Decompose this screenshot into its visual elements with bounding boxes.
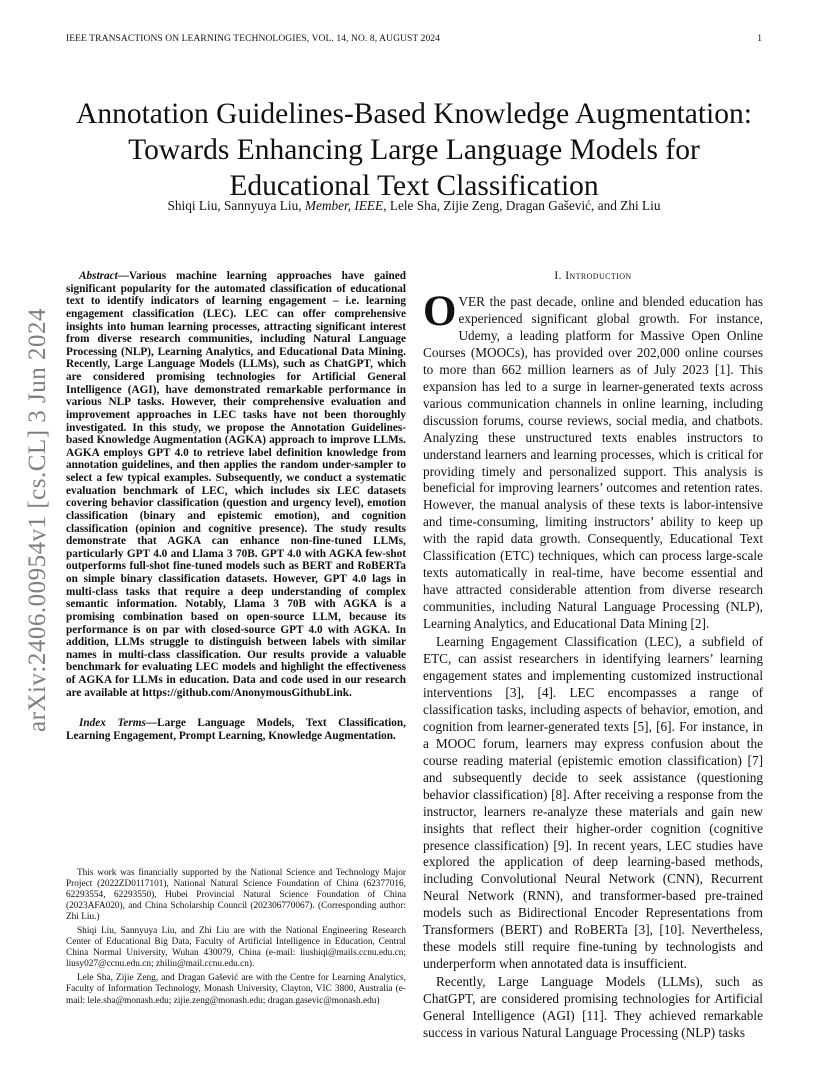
right-column [423, 270, 763, 1042]
index-terms-text: —Large Language Models, Text Classification, Learning Engagement, Prompt Learning, Knowledge Augmentation. [66, 717, 406, 742]
intro-paragraph-1 [423, 288, 763, 633]
arxiv-sidebar-stamp [18, 300, 58, 740]
authors-part-2: , Lele Sha, Zijie Zeng, Dragan Gašević, and Zhi Liu [383, 198, 661, 213]
footnote-affiliation-1: Shiqi Liu, Sannyuya Liu, and Zhi Liu are with the National Engineering Research Center of Educational Big Data, Faculty of Artificial Intelligence in Education, Central China Normal University, Wuhan 430079, China (e-mail: liushiqi@mails.ccnu.edu.cn; liusy027@ccnu.edu.cn; zhiliu@mail.ccnu.edu.cn). [66, 926, 406, 970]
section-heading [423, 270, 763, 282]
index-terms [66, 717, 406, 742]
section-number: I. [554, 270, 566, 282]
intro-paragraph-3: Recently, Large Language Models (LLMs), such as ChatGPT, are considered promising technologies for Artificial General Intelligence (AGI) [11]. They achieved remarkable success in various Natural Language Processing (NLP) tasks [423, 974, 763, 1040]
author-membership: Member, IEEE [304, 198, 384, 213]
footnote-affiliation-2: Lele Sha, Zijie Zeng, and Dragan Gašević are with the Centre for Learning Analytics, Faculty of Information Technology, Monash University, Clayton, VIC 3800, Australia (e-mail: lele.sha@monash.edu; zijie.zeng@monash.edu; dragan.gasevic@monash.edu) [66, 973, 406, 1006]
drop-cap: O [423, 288, 457, 335]
author-list [66, 198, 762, 214]
page-number: 1 [757, 34, 762, 44]
abstract-label: Abstract [79, 270, 118, 282]
footnote-funding: This work was financially supported by the National Science and Technology Major Project (2022ZD0117101), National Natural Science Foundation of China (62377016, 62293554, 62293550), Hubei Provincial Natural Science Foundation of China (2023AFA020), and China Scholarship Council (202306770067). (Corresponding author: Zhi Liu.) [66, 868, 406, 923]
arxiv-identifier: arXiv:2406.00954v1 [cs.CL] 3 Jun 2024 [24, 307, 51, 733]
left-column [66, 270, 406, 743]
abstract [66, 270, 406, 699]
index-terms-label: Index Terms [79, 717, 146, 730]
section-title: Introduction [565, 270, 632, 282]
authors-part-1: Shiqi Liu, Sannyuya Liu, [167, 198, 305, 213]
abstract-text: —Various machine learning approaches have gained significant popularity for the automated classification of educational text to identify indicators of learning engagement – i.e. learning engagement classification (LEC). LEC can offer comprehensive insights into human learning processes, attracting significant interest from diverse research communities, including Natural Language Processing (NLP), Learning Analytics, and Educational Data Mining. Recently, Large Language Models (LLMs), such as ChatGPT, which are considered promising technologies for Artificial General Intelligence (AGI), have demonstrated remarkable performance in various NLP tasks. However, their comprehensive evaluation and improvement approaches in LEC tasks have not been thoroughly investigated. In this study, we propose the Annotation Guidelines-based Knowledge Augmentation (AGKA) approach to improve LLMs. AGKA employs GPT 4.0 to retrieve label definition knowledge from annotation guidelines, and then applies the random under-sampler to select a few typical examples. Subsequently, we conduct a systematic evaluation benchmark of LEC, which includes six LEC datasets covering behavior classification (question and urgency level), emotion classification (binary and epistemic emotion), and cognition classification (opinion and cognitive presence). The study results demonstrate that AGKA can enhance non-fine-tuned LLMs, particularly GPT 4.0 and Llama 3 70B. GPT 4.0 with AGKA few-shot outperforms full-shot fine-tuned models such as BERT and RoBERTa on simple binary classification datasets. However, GPT 4.0 lags in multi-class tasks that require a deep understanding of complex semantic information. Notably, Llama 3 70B with AGKA is a promising combination based on open-source LLM, because its performance is on par with closed-source GPT 4.0 with AGKA. In addition, LLMs struggle to distinguish between labels with similar names in multi-class classification. Our results provide a valuable benchmark for evaluating LEC models and highlight the effectiveness of AGKA for LLMs in education. Data and code used in our research are available at https://github.com/AnonymousGithubLink. [66, 270, 406, 699]
intro-paragraph-1-text: VER the past decade, online and blended education has experienced significant global growth. For instance, Udemy, a leading platform for Massive Open Online Courses (MOOCs), has provided over 202,000 online courses to more than 662 million learners as of July 2023 [1]. This expansion has led to a surge in learner-generated texts across various communication channels in online learning, including discussion forums, course reviews, social media, and chatbots. Analyzing these unstructured texts enables instructors to understand learners and learning processes, which is critical for providing timely and personalized support. This analysis is beneficial for improving learners’ outcomes and retention rates. However, the manual analysis of these texts is labor-intensive and time-consuming, limiting instructors’ ability to keep up with the rapid data growth. Consequently, Educational Text Classification (ETC) techniques, which can process large-scale texts automatically in real-time, have become essential and have attracted considerable attention from diverse research communities, including Natural Language Processing (NLP), Learning Analytics, and Educational Data Mining [2]. [423, 294, 763, 632]
paper-title: Annotation Guidelines-Based Knowledge Augmentation: Towards Enhancing Large Language Models for Educational Text Classification [76, 97, 752, 202]
running-header: IEEE TRANSACTIONS ON LEARNING TECHNOLOGIES, VOL. 14, NO. 8, AUGUST 2024 [66, 34, 440, 44]
footnotes [66, 868, 406, 1010]
intro-paragraph-2: Learning Engagement Classification (LEC), a subfield of ETC, can assist researchers in identifying learners’ learning engagement states and implementing customized instructional interventions [3], [4]. LEC encompasses a range of classification tasks, including aspects of behavior, emotion, and cognition from learner-generated texts [5], [6]. For instance, in a MOOC forum, learners may express confusion about the course reading material (epistemic emotion classification) [7] and subsequently decide to seek assistance (questioning behavior classification) [8]. After receiving a response from the instructor, learners re-analyze these materials and gain new insights that reflect their higher-order cognition (cognitive presence classification) [9]. In recent years, LEC studies have explored the application of deep learning-based methods, including Convolutional Neural Network (CNN), Recurrent Neural Network (RNN), and transformer-based pre-trained models such as Bidirectional Encoder Representations from Transformers (BERT) and RoBERTa [3], [10]. Nevertheless, these models still require fine-tuning by technologists and underperform when annotated data is insufficient. [423, 634, 763, 972]
